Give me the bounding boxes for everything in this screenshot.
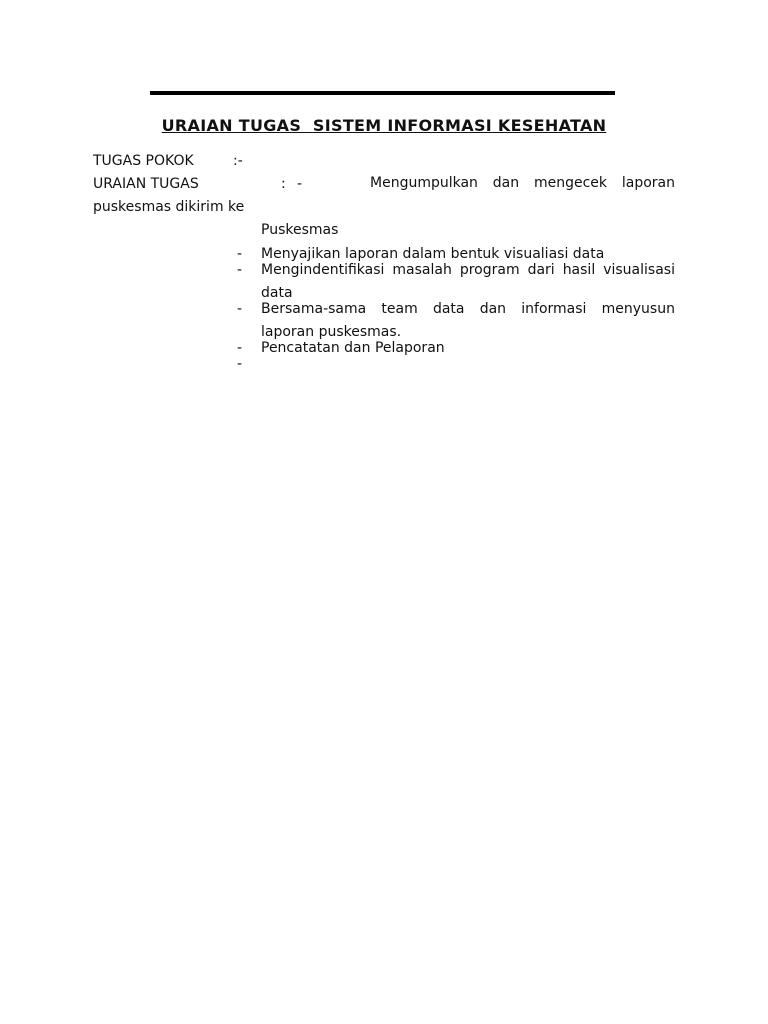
word: Bersama-sama [261, 301, 367, 317]
word: hasil [562, 262, 596, 278]
word: Mengindentifikasi [261, 262, 385, 278]
uraian-tugas-colon: : [281, 176, 286, 192]
list-item-text [261, 300, 675, 318]
list-item-dash: - [237, 262, 243, 278]
list-item-continuation: data [261, 285, 293, 301]
list-item-text: Menyajikan laporan dalam bentuk visualiasi data [261, 246, 605, 262]
word: menyusun [601, 301, 675, 317]
word: team [381, 301, 418, 317]
word: data [432, 301, 465, 317]
list-item-text [261, 261, 675, 279]
header-rule [150, 91, 615, 95]
word: visualisasi [603, 262, 675, 278]
list-item-dash: - [237, 301, 243, 317]
uraian-tugas-label: URAIAN TUGAS [93, 176, 199, 192]
list-item-dash: - [237, 356, 243, 372]
word: dan [479, 301, 507, 317]
word: dan [492, 175, 520, 191]
word: program [459, 262, 520, 278]
uraian-tugas-dash: - [297, 176, 303, 192]
uraian-tugas-third-line: Puskesmas [261, 222, 339, 238]
list-item-dash: - [237, 246, 243, 262]
word: masalah [392, 262, 452, 278]
list-item-continuation: laporan puskesmas. [261, 324, 402, 340]
word: Mengumpulkan [370, 175, 478, 191]
word: dari [527, 262, 555, 278]
document-title: URAIAN TUGAS SISTEM INFORMASI KESEHATAN [161, 116, 607, 135]
uraian-tugas-second-line: puskesmas dikirim ke [93, 199, 245, 215]
word: laporan [621, 175, 675, 191]
uraian-tugas-first-line [370, 175, 675, 191]
list-item-dash: - [237, 340, 243, 356]
word: informasi [521, 301, 587, 317]
tugas-pokok-label: TUGAS POKOK [93, 153, 194, 169]
word: mengecek [533, 175, 608, 191]
list-item-text: Pencatatan dan Pelaporan [261, 340, 445, 356]
tugas-pokok-separator: :- [233, 153, 243, 169]
